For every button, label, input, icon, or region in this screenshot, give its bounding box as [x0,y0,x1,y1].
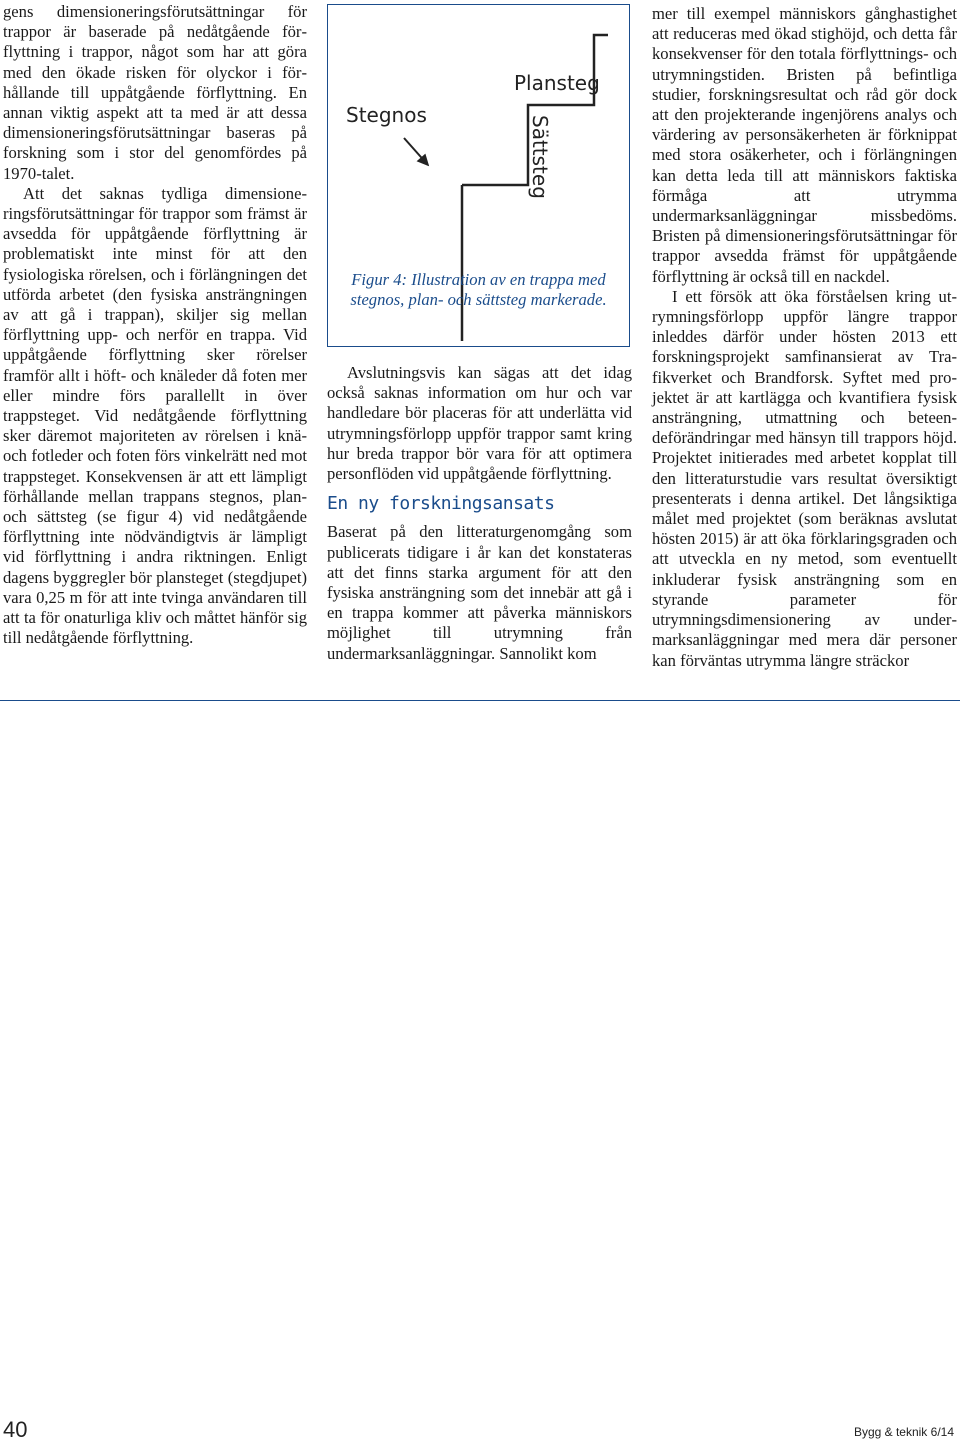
figure-caption: Figur 4: Illustration av en trappa med stegnos, plan- och sättsteg markerade. [350,270,607,309]
section-heading: En ny forskningsansats [327,493,555,515]
sattsteg-label: Sättsteg [528,115,552,199]
plansteg-label: Plansteg [514,71,600,95]
journal-name: Bygg & teknik 6/14 [853,1425,954,1439]
right-paragraph-1: mer till exempel människors gånghastighet att reduceras med ökad stighöjd, och detta får konsekvenser för den totala förflyttnings- och utrymningstiden. Bristen på befintliga studier, forskningsresultat och råd gör dock att den projekterande ingenjörens analys och värdering av personsäkerheten är förknippat med stora osäkerheter, och i förlängningen kan detta leda till att människors faktiska förmåga att utrymma undermarksanläggningar missbedöms. Bristen på dimensioneringsförutsättningar för trappor avsedda främst för uppåtgående förflyttning är också till en nackdel. [652,4,957,286]
page-number: 40 [3,1417,28,1442]
middle-paragraph-1: Avslutningsvis kan sägas att det idag också saknas information om hur och var handledare bör placeras för att underlätta vid utrymningsförlopp uppför trappor samt kring hur breda trappor bör vara för att optimera personflöden vid uppåtgående förflyttning. [327,363,632,484]
left-paragraph-2: Att det saknas tydliga dimensioneringsförutsättningar för trappor som främst är avsedda för uppåtgående förflyttning är problematiskt inte minst för att den fysiologiska rörelsen, och i förlängningen det utförda arbetet (den fysiska ansträngningen av att gå i trappan), skiljer sig mellan förflyttning upp- och nerför en trappa. Vid uppåtgående förflyttning sker rörelser framför allt i höft- och knäleder då foten mer eller mindre förs parallellt in över trappsteget. Vid nedåtgående förflyttning sker däremot majoriteten av rörelsen i knä- och fotleder och foten förs vinkelrätt ned mot trappsteget. Konsekvensen är att ett lämpligt förhållande mellan trappans stegnos, plan- och sättsteg (se figur 4) vid nedåtgående förflyttning inte nödvändigtvis är lämpligt vid förflyttning i andra riktningen. Enligt dagens byggregler bör plansteget (stegdjupet) vara 0,25 m för att inte tvinga användaren till att ta för onaturliga kliv och måttet hänför sig till nedåtgående förflyttning. [3,183,307,648]
right-paragraph-2: I ett försök att öka förståelsen kring utrymningsförlopp uppför längre trappor inleddes därför under hösten 2013 ett forskningsprojekt samfinansierat av Trafikverket och Brandforsk. Syftet med projektet är att kartlägga och kvantifiera fysisk ansträngning, utmattning och beteendeförändringar med hänsyn till trappors höjd. Projektet initierades med arbetet kopplat till den litteraturstudie vars resultat översiktigt presenterats i denna artikel. Det långsiktiga målet med projektet (som beräknas avslutat hösten 2015) är att öka förklaringsgraden och att utveckla en ny metod, som eventuellt inkluderar fysisk ansträngning som en styrande parameter för utrymningsdimensionering av undermarksanläggningar med mera där personer kan förväntas utrymma längre sträckor [652,286,957,670]
figure-stair-illustration [327,4,630,347]
stegnos-label: Stegnos [346,103,427,127]
left-paragraph-1: gens dimensioneringsförutsättningar för trappor är baserade på nedåtgående förflyttning i trappor, något som har att göra med den ökade risken för olyckor i förhållande till uppåtgående förflyttning. En annan viktig aspekt att ta med är att dessa dimensioneringsförutsättningar baseras på forskning som i stor del genomfördes på 1970-talet. [3,2,307,183]
middle-paragraph-2: Baserat på den litteraturgenomgång som publicerats tidigare i år kan det konstateras att det finns starka argument för att den fysiska ansträngning som det innebär att gå i en trappa kommer att påverka människors möjlighet till utrymning från undermarksanläggningar. Sannolikt kom [327,522,632,663]
left-column [3,2,307,649]
middle-column [327,4,632,664]
right-column [652,4,957,671]
section-divider [0,700,960,701]
